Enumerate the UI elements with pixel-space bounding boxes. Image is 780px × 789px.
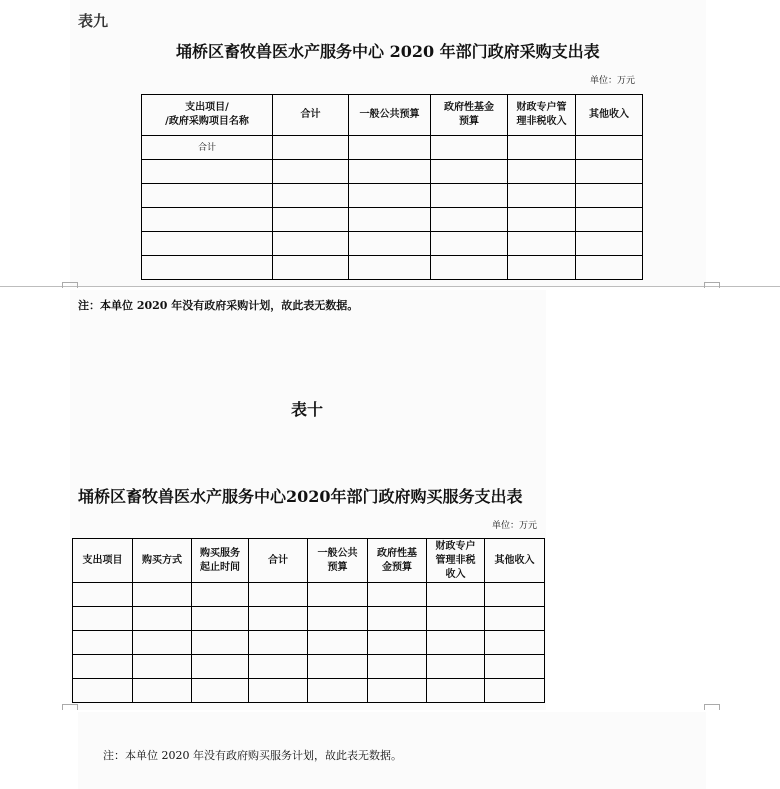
table-cell bbox=[133, 679, 192, 703]
table-cell bbox=[249, 631, 308, 655]
table-cell bbox=[73, 607, 133, 631]
table-cell bbox=[427, 655, 485, 679]
table-cell bbox=[133, 583, 192, 607]
table-cell bbox=[142, 232, 273, 256]
table-cell bbox=[508, 256, 576, 280]
table-cell bbox=[308, 607, 368, 631]
table-cell bbox=[368, 607, 427, 631]
header-cell: 其他收入 bbox=[576, 95, 643, 136]
table-cell bbox=[427, 679, 485, 703]
table-cell bbox=[133, 607, 192, 631]
table10-title: 埇桥区畜牧兽医水产服务中心2020年部门政府购买服务支出表 bbox=[78, 487, 523, 506]
table-cell bbox=[349, 256, 431, 280]
table-cell bbox=[308, 679, 368, 703]
table-cell bbox=[142, 256, 273, 280]
table-cell bbox=[73, 655, 133, 679]
table-cell bbox=[349, 208, 431, 232]
table-row bbox=[142, 208, 643, 232]
table-cell bbox=[273, 160, 349, 184]
table-cell bbox=[192, 679, 249, 703]
table9-unit: 单位：万元 bbox=[590, 76, 636, 86]
page-corner-mark bbox=[704, 704, 720, 710]
table-header-row bbox=[73, 539, 545, 583]
table10-label: 表十 bbox=[291, 400, 324, 419]
table-cell bbox=[508, 232, 576, 256]
header-cell: 财政专户 管理非税 收入 bbox=[427, 539, 485, 583]
table-cell bbox=[308, 583, 368, 607]
table-cell bbox=[273, 184, 349, 208]
table-cell bbox=[427, 631, 485, 655]
table-cell bbox=[576, 136, 643, 160]
header-cell: 购买服务 起止时间 bbox=[192, 539, 249, 583]
header-cell: 政府性基金 预算 bbox=[431, 95, 508, 136]
header-cell: 支出项目/ /政府采购项目名称 bbox=[142, 95, 273, 136]
table-cell bbox=[508, 160, 576, 184]
table-cell bbox=[249, 583, 308, 607]
table-cell bbox=[508, 208, 576, 232]
page-break-divider bbox=[0, 286, 780, 287]
table-cell bbox=[142, 208, 273, 232]
table-cell bbox=[368, 679, 427, 703]
table9-title: 埇桥区畜牧兽医水产服务中心 2020 年部门政府采购支出表 bbox=[176, 42, 600, 61]
table-row bbox=[73, 631, 545, 655]
table-cell bbox=[427, 607, 485, 631]
table-cell bbox=[576, 160, 643, 184]
header-cell: 购买方式 bbox=[133, 539, 192, 583]
table-cell bbox=[508, 184, 576, 208]
header-cell: 合计 bbox=[273, 95, 349, 136]
table-row bbox=[73, 679, 545, 703]
table10-note: 注：本单位 2020 年没有政府购买服务计划，故此表无数据。 bbox=[103, 749, 402, 762]
table-cell bbox=[431, 160, 508, 184]
table-cell bbox=[273, 136, 349, 160]
header-cell: 一般公共 预算 bbox=[308, 539, 368, 583]
page-corner-mark bbox=[62, 704, 78, 710]
table-cell bbox=[485, 679, 545, 703]
table9-note: 注：本单位 2020 年没有政府采购计划，故此表无数据。 bbox=[78, 299, 359, 312]
table-cell bbox=[73, 679, 133, 703]
table-cell bbox=[133, 631, 192, 655]
table-cell bbox=[508, 136, 576, 160]
table-cell bbox=[431, 208, 508, 232]
table-cell bbox=[192, 631, 249, 655]
table-row bbox=[73, 607, 545, 631]
header-cell: 一般公共预算 bbox=[349, 95, 431, 136]
header-cell: 财政专户管 理非税收入 bbox=[508, 95, 576, 136]
table-row bbox=[142, 136, 643, 160]
table-cell bbox=[368, 631, 427, 655]
table-cell bbox=[368, 655, 427, 679]
table-cell bbox=[576, 184, 643, 208]
table-cell bbox=[349, 136, 431, 160]
table-cell bbox=[142, 160, 273, 184]
table-cell bbox=[308, 655, 368, 679]
table9-label: 表九 bbox=[78, 12, 109, 30]
table-cell bbox=[273, 208, 349, 232]
procurement-table bbox=[141, 94, 643, 280]
table-row bbox=[142, 160, 643, 184]
table-cell bbox=[192, 583, 249, 607]
header-cell: 支出项目 bbox=[73, 539, 133, 583]
service-purchase-table bbox=[72, 538, 545, 703]
table-row bbox=[73, 583, 545, 607]
page-corner-mark bbox=[704, 282, 720, 288]
table-cell bbox=[249, 655, 308, 679]
table-cell bbox=[273, 256, 349, 280]
table-cell bbox=[576, 256, 643, 280]
table-cell bbox=[349, 232, 431, 256]
table-cell bbox=[192, 607, 249, 631]
total-label-cell: 合计 bbox=[142, 136, 273, 160]
table-cell bbox=[273, 232, 349, 256]
table-cell bbox=[249, 607, 308, 631]
page-corner-mark bbox=[62, 282, 78, 288]
table-cell bbox=[485, 583, 545, 607]
table-cell bbox=[485, 655, 545, 679]
table-cell bbox=[349, 184, 431, 208]
table-cell bbox=[431, 232, 508, 256]
table-cell bbox=[485, 631, 545, 655]
table-cell bbox=[431, 136, 508, 160]
header-cell: 其他收入 bbox=[485, 539, 545, 583]
table-row bbox=[142, 256, 643, 280]
table-cell bbox=[576, 208, 643, 232]
header-cell: 合计 bbox=[249, 539, 308, 583]
table-cell bbox=[192, 655, 249, 679]
table-row bbox=[73, 655, 545, 679]
table-cell bbox=[308, 631, 368, 655]
table-cell bbox=[133, 655, 192, 679]
table-cell bbox=[427, 583, 485, 607]
table-cell bbox=[142, 184, 273, 208]
table-header-row bbox=[142, 95, 643, 136]
table-cell bbox=[249, 679, 308, 703]
header-cell: 政府性基 金预算 bbox=[368, 539, 427, 583]
table-row bbox=[142, 184, 643, 208]
table-cell bbox=[431, 256, 508, 280]
table-cell bbox=[349, 160, 431, 184]
table10-unit: 单位：万元 bbox=[492, 521, 538, 531]
table-row bbox=[142, 232, 643, 256]
table-cell bbox=[368, 583, 427, 607]
table-cell bbox=[73, 631, 133, 655]
table-cell bbox=[576, 232, 643, 256]
table-cell bbox=[73, 583, 133, 607]
table-cell bbox=[431, 184, 508, 208]
table-cell bbox=[485, 607, 545, 631]
